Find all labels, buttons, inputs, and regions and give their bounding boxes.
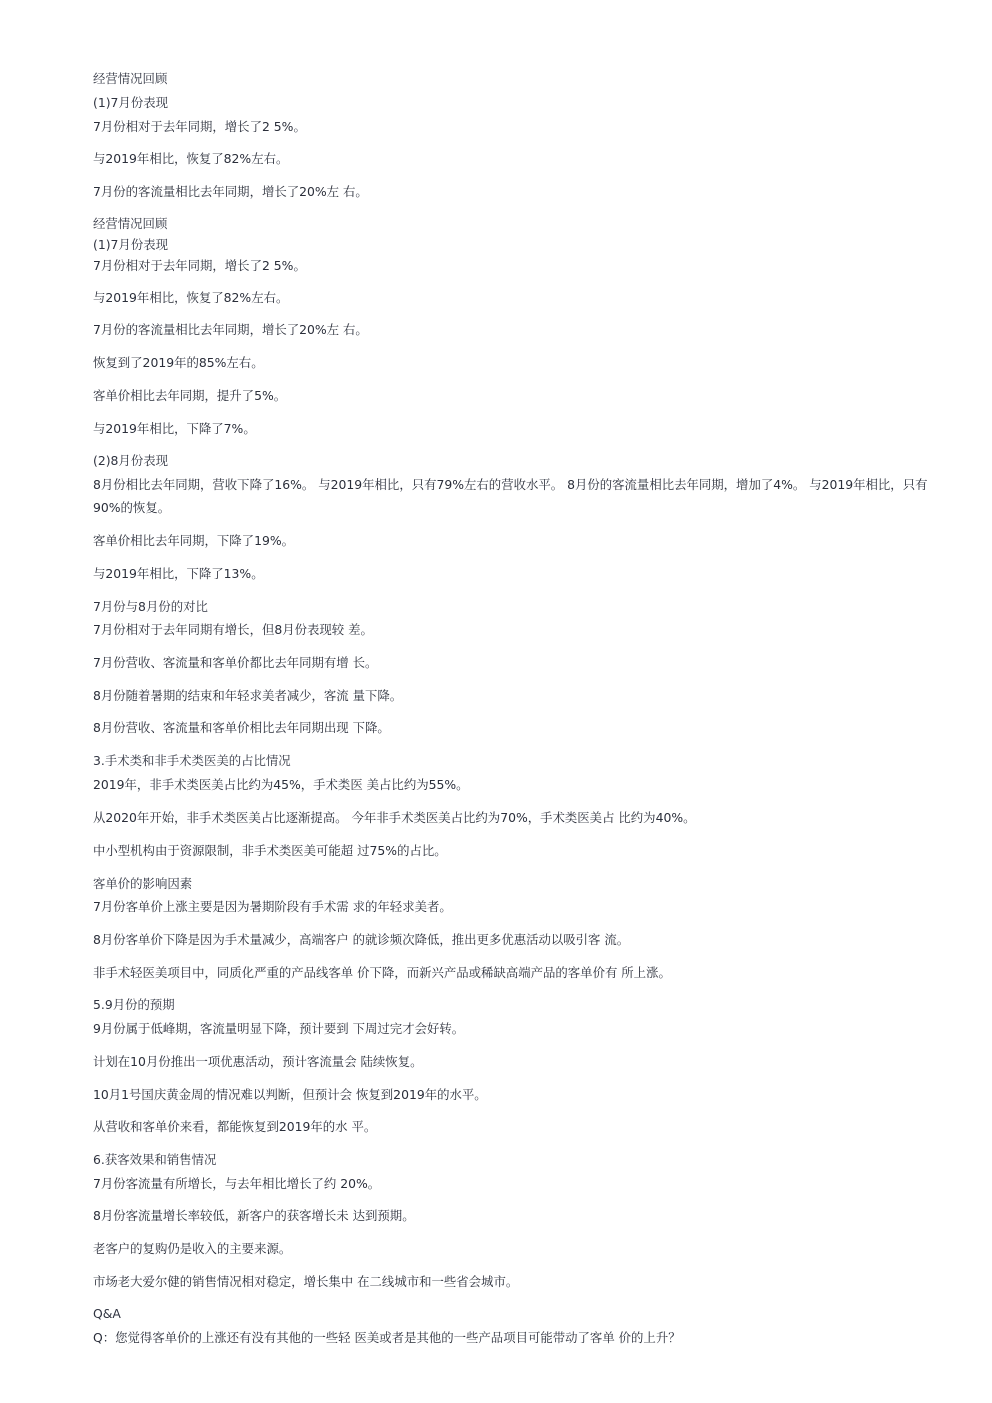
paragraph: 7月份客流量有所增长，与去年相比增长了约 20%。	[93, 1176, 381, 1191]
question-paragraph: Q：您觉得客单价的上涨还有没有其他的一些轻 医美或者是其他的一些产品项目可能带动了客单 价的上升？	[93, 1330, 681, 1345]
paragraph: 与2019年相比，恢复了82%左右。	[93, 290, 289, 305]
paragraph: 7月份相对于去年同期，增长了2 5%。	[93, 119, 306, 134]
section-heading-acquisition: 6.获客效果和销售情况	[93, 1152, 217, 1167]
section-heading-surgical-share: 3.手术类和非手术类医美的占比情况	[93, 753, 291, 768]
paragraph: 2019年，非手术类医美占比约为45%，手术类医 美占比约为55%。	[93, 777, 469, 792]
paragraph: 7月份相对于去年同期有增长，但8月份表现较 差。	[93, 622, 373, 637]
paragraph: 非手术轻医美项目中，同质化严重的产品线客单 价下降，而新兴产品或稀缺高端产品的客单价有 所上涨。	[93, 965, 671, 980]
paragraph: 8月份客单价下降是因为手术量减少，高端客户 的就诊频次降低，推出更多优惠活动以吸引客 流。	[93, 932, 630, 947]
paragraph: 客单价相比去年同期，下降了19%。	[93, 533, 295, 548]
paragraph: 7月份的客流量相比去年同期，增长了20%左 右。	[93, 322, 368, 337]
section-heading-september: 5.9月份的预期	[93, 997, 175, 1012]
section-heading-review: 经营情况回顾	[93, 216, 168, 231]
paragraph: 8月份随着暑期的结束和年轻求美者减少，客流 量下降。	[93, 688, 403, 703]
paragraph: 10月1号国庆黄金周的情况难以判断，但预计会 恢复到2019年的水平。	[93, 1087, 487, 1102]
paragraph: 8月份客流量增长率较低，新客户的获客增长未 达到预期。	[93, 1208, 415, 1223]
subheading-july: (1)7月份表现	[93, 237, 168, 252]
paragraph: 从2020年开始，非手术类医美占比逐渐提高。 今年非手术类医美占比约为70%，手术类医美占 比约为40%。	[93, 810, 696, 825]
section-heading-qa: Q&A	[93, 1306, 121, 1321]
paragraph: 中小型机构由于资源限制，非手术类医美可能超 过75%的占比。	[93, 843, 447, 858]
paragraph: 7月份营收、客流量和客单价都比去年同期有增 长。	[93, 655, 378, 670]
subheading-price-factors: 客单价的影响因素	[93, 876, 193, 891]
subheading-comparison: 7月份与8月份的对比	[93, 599, 208, 614]
paragraph: 与2019年相比，恢复了82%左右。	[93, 151, 289, 166]
paragraph: 7月份相对于去年同期，增长了2 5%。	[93, 258, 306, 273]
paragraph: 恢复到了2019年的85%左右。	[93, 355, 264, 370]
paragraph: 8月份相比去年同期，营收下降了16%。 与2019年相比，只有79%左右的营收水平。 8月份的客流量相比去年同期，增加了4%。 与2019年相比，只有90%的恢复。	[93, 477, 928, 515]
paragraph: 市场老大爱尔健的销售情况相对稳定，增长集中 在二线城市和一些省会城市。	[93, 1274, 519, 1289]
paragraph: 与2019年相比，下降了7%。	[93, 421, 256, 436]
paragraph: 9月份属于低峰期，客流量明显下降，预计要到 下周过完才会好转。	[93, 1021, 465, 1036]
subheading-august: (2)8月份表现	[93, 453, 168, 468]
paragraph: 计划在10月份推出一项优惠活动，预计客流量会 陆续恢复。	[93, 1054, 423, 1069]
paragraph: 从营收和客单价来看，都能恢复到2019年的水 平。	[93, 1119, 377, 1134]
paragraph: 与2019年相比，下降了13%。	[93, 566, 264, 581]
paragraph: 7月份客单价上涨主要是因为暑期阶段有手术需 求的年轻求美者。	[93, 899, 452, 914]
paragraph: 7月份的客流量相比去年同期，增长了20%左 右。	[93, 184, 368, 199]
subheading-july: (1)7月份表现	[93, 95, 168, 110]
paragraph: 客单价相比去年同期，提升了5%。	[93, 388, 287, 403]
section-heading-review: 经营情况回顾	[93, 71, 168, 86]
paragraph: 8月份营收、客流量和客单价相比去年同期出现 下降。	[93, 720, 390, 735]
paragraph: 老客户的复购仍是收入的主要来源。	[93, 1241, 292, 1256]
